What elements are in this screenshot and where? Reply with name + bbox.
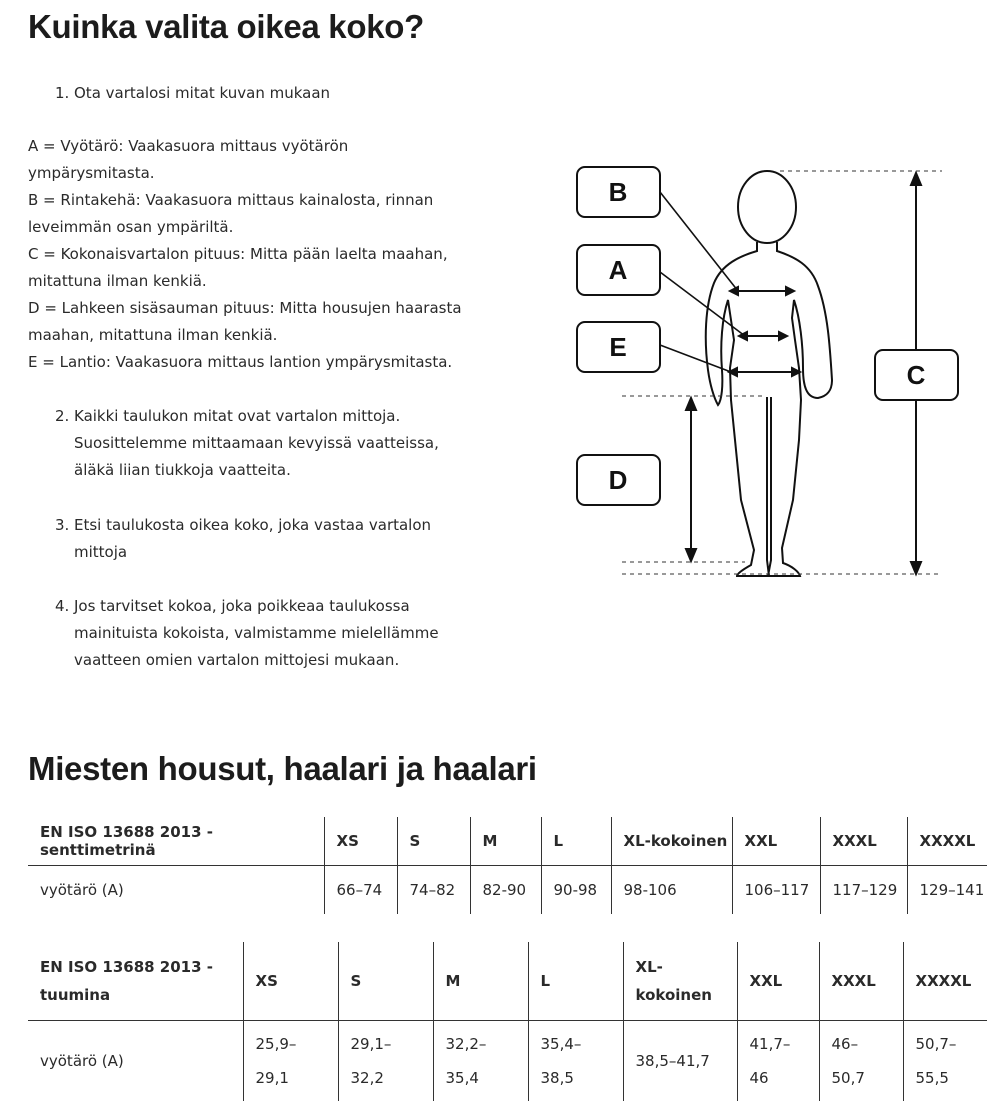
measure-a-line2: ympärysmitasta. (28, 164, 155, 182)
cell: 32,2– 35,4 (433, 1021, 528, 1102)
cell: 98-106 (611, 866, 732, 915)
header-xs: XS (243, 942, 338, 1021)
cell: 25,9– 29,1 (243, 1021, 338, 1102)
label-a: A (608, 255, 628, 285)
cell: 41,7– 46 (737, 1021, 819, 1102)
label-b: B (608, 177, 628, 207)
step-2 (55, 403, 439, 484)
header-m: M (433, 942, 528, 1021)
header-l: L (541, 817, 611, 866)
step-2-line2: Suosittelemme mittaamaan kevyissä vaatteissa, (74, 434, 439, 452)
cell: 66–74 (324, 866, 397, 915)
row-label: vyötärö (A) (40, 881, 124, 899)
header-xxl: XXL (732, 817, 820, 866)
header-standard-inches: EN ISO 13688 2013 - tuumina (28, 942, 243, 1021)
measure-c-line2: mitattuna ilman kenkiä. (28, 272, 207, 290)
header-s: S (397, 817, 470, 866)
measure-d-line1: D = Lahkeen sisäsauman pituus: Mitta housujen haarasta (28, 299, 462, 317)
cell: 106–117 (732, 866, 820, 915)
header-s: S (338, 942, 433, 1021)
cell: 50,7– 55,5 (903, 1021, 987, 1102)
header-l: L (528, 942, 623, 1021)
measure-b-line2: leveimmän osan ympäriltä. (28, 218, 234, 236)
step-number: 2. (55, 407, 70, 425)
step-4-line2: mainituista kokoista, valmistamme mielellämme (74, 624, 439, 642)
cell: 46– 50,7 (819, 1021, 903, 1102)
body-measurement-diagram (570, 160, 970, 590)
step-2-line1: Kaikki taulukon mitat ovat vartalon mittoja. (74, 407, 401, 425)
header-xl: XL-kokoinen (611, 817, 732, 866)
step-3-line1: Etsi taulukosta oikea koko, joka vastaa vartalon (74, 516, 432, 534)
table-header-row (28, 817, 987, 866)
step-2-line3: äläkä liian tiukkoja vaatteita. (74, 461, 291, 479)
step-4 (55, 593, 439, 674)
table-row (28, 1021, 987, 1102)
header-xxl: XXL (737, 942, 819, 1021)
row-label: vyötärö (A) (40, 1052, 124, 1070)
table-row (28, 866, 987, 915)
step-1 (55, 80, 331, 107)
header-xs: XS (324, 817, 397, 866)
section-title: Miesten housut, haalari ja haalari (28, 750, 537, 787)
header-xxxl: XXXL (820, 817, 907, 866)
page-title: Kuinka valita oikea koko? (28, 8, 424, 45)
measure-a-line1: A = Vyötärö: Vaakasuora mittaus vyötärön (28, 137, 349, 155)
cell: 82-90 (470, 866, 541, 915)
header-xl: XL- kokoinen (623, 942, 737, 1021)
step-3 (55, 512, 432, 566)
step-number: 4. (55, 597, 70, 615)
step-number: 1. (55, 84, 70, 102)
cell: 38,5–41,7 (623, 1021, 737, 1102)
header-standard-cm: EN ISO 13688 2013 - senttimetrinä (28, 817, 324, 866)
measure-d-line2: maahan, mitattuna ilman kenkiä. (28, 326, 278, 344)
leader-a (660, 272, 745, 336)
figure-head (738, 171, 796, 243)
step-4-line3: vaatteen omien vartalon mittojesi mukaan. (74, 651, 400, 669)
measure-b-line1: B = Rintakehä: Vaakasuora mittaus kainalosta, rinnan (28, 191, 434, 209)
step-number: 3. (55, 516, 70, 534)
size-table-cm (28, 817, 987, 914)
measure-c-line1: C = Kokonaisvartalon pituus: Mitta pään laelta maahan, (28, 245, 448, 263)
cell: 29,1– 32,2 (338, 1021, 433, 1102)
label-c: C (906, 360, 926, 390)
cell: 129–141 (907, 866, 987, 915)
cell: 90-98 (541, 866, 611, 915)
cell: 117–129 (820, 866, 907, 915)
measurement-list (28, 133, 462, 376)
step-text: Ota vartalosi mitat kuvan mukaan (74, 84, 331, 102)
measure-e-line1: E = Lantio: Vaakasuora mittaus lantion ympärysmitasta. (28, 353, 453, 371)
size-table-inches (28, 942, 987, 1101)
label-e: E (609, 332, 627, 362)
header-xxxl: XXXL (819, 942, 903, 1021)
header-m: M (470, 817, 541, 866)
leader-b (660, 192, 738, 291)
header-xxxxl: XXXXL (903, 942, 987, 1021)
step-4-line1: Jos tarvitset kokoa, joka poikkeaa taulukossa (74, 597, 410, 615)
figure-body-outline (706, 242, 832, 576)
header-xxxxl: XXXXL (907, 817, 987, 866)
cell: 74–82 (397, 866, 470, 915)
label-d: D (608, 465, 628, 495)
cell: 35,4– 38,5 (528, 1021, 623, 1102)
table-header-row (28, 942, 987, 1021)
step-3-line2: mittoja (74, 543, 128, 561)
